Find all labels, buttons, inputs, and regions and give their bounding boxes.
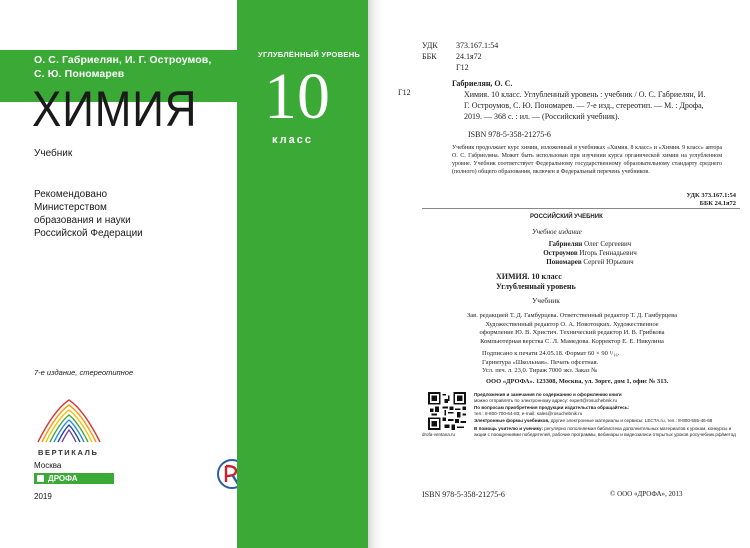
level-label: УГЛУБЛЁННЫЙ УРОВЕНЬ <box>258 50 361 59</box>
series-label: РОССИЙСКИЙ УЧЕБНИК <box>530 214 603 220</box>
print-details: Подписано к печати 24.05.18. Формат 60 × 90 ¹/₁₆. Гарнитура «Школьная». Печать офсетная. Усл. печ. л. 23,0. Тираж 7000 экз. Заказ № <box>482 350 620 374</box>
book-type: Учебник <box>34 148 73 159</box>
qr-code-icon <box>428 392 466 430</box>
copyright: © ООО «ДРОФА», 2013 <box>610 490 683 498</box>
grade-number: 10 <box>264 60 330 133</box>
drofa-logo: ДРОФА <box>34 473 114 484</box>
authors-line-2: С. Ю. Пономарев <box>34 68 125 80</box>
qr-caption: drofa-ventana.ru <box>422 432 456 437</box>
edition-note: 7-е издание, стереотипное <box>34 368 134 377</box>
vertikal-label: ВЕРТИКАЛЬ <box>38 448 99 457</box>
edition-type: Учебное издание <box>532 228 582 236</box>
udk-bbk-block: УДК 373.167.1:54 ББК 24.1я72 Г12 <box>422 41 499 72</box>
udk-bbk-right: УДК 373.167.1:54 ББК 24.1я72 <box>686 192 736 207</box>
recommendation-text: Рекомендовано Министерством образования и науки Российской Федерации <box>34 189 143 239</box>
imprint-book-type: Учебник <box>532 296 560 305</box>
author-names: Габриелян Олег Сергеевич Остроумов Игорь Геннадьевич Пономарев Сергей Юрьевич <box>543 240 637 266</box>
editorial-credits: Зав. редакцией Т. Д. Гамбурцева. Ответственный редактор Т. Д. Гамбурцева Художественный редактор О. А. Новотоцких. Художественное оформление Ю. В. Христич. Технический редактор И. В. Грибкова Компьютерная верстка С. Л. Мамедова. Корректор Е. Е. Никулина <box>467 312 677 345</box>
book-gutter <box>368 0 382 548</box>
imprint-page <box>382 0 750 548</box>
contact-info: Предложения и замечания по содержанию и оформлению книги можно отправлять по электронному адресу: expert@rosuchebnik.ru По вопросам приобретения продукции издательства обращайтесь: тел.: 8-800-700-64-83; e-mail: sales@rosuchebnik.ru Электронные формы учебников, другие электронные материалы и сервисы: LECTA.ru, тел.: 8-800-555-46-68 В помощь учителю и ученику: регулярно пополняемая библиотека дополнительных материалов к урокам, конкурсы и акции с поощрениями победителей, рабочие программы, вебинары и видеозаписи открытых уроков росучебник.рф/метод <box>474 392 736 437</box>
divider <box>422 208 740 209</box>
annotation: Учебник продолжает курс химии, изложенный в учебниках «Химия. 8 класс» и «Химия. 9 класс» автора О. С. Габриеляна. Может быть использован при изучении курса органической химии на углубленном уровне. Учебник соответствует Федеральному государственному образовательному стандарту среднего (полного) общего образования, включен в Федеральный перечень учебников. <box>452 145 722 175</box>
author-sign: Г12 <box>398 88 411 97</box>
publication-year: 2019 <box>34 492 52 501</box>
grade-word: класс <box>272 134 313 146</box>
publisher-address: ООО «ДРОФА». 123308, Москва, ул. Зорге, дом 1, офис № 313. <box>486 378 669 385</box>
isbn-bottom: ISBN 978-5-358-21275-6 <box>422 490 505 499</box>
vertikal-logo-icon <box>34 392 104 448</box>
authors-line-1: О. С. Габриелян, И. Г. Остроумов, <box>34 54 212 66</box>
imprint-book-title: ХИМИЯ. 10 класс Углубленный уровень <box>496 272 576 291</box>
isbn-top: ISBN 978-5-358-21275-6 <box>468 130 551 139</box>
publication-city: Москва <box>34 461 62 470</box>
book-title: ХИМИЯ <box>32 81 198 137</box>
bibliographic-record: Габриелян, О. С. Химия. 10 класс. Углубленный уровень : учебник / О. С. Габриелян, И. Г. Остроумов, С. Ю. Пономарев. — 7-е изд., стереотип. — М. : Дрофа, 2019. — 368 с. : ил. — (Российский учебник). <box>452 79 706 121</box>
